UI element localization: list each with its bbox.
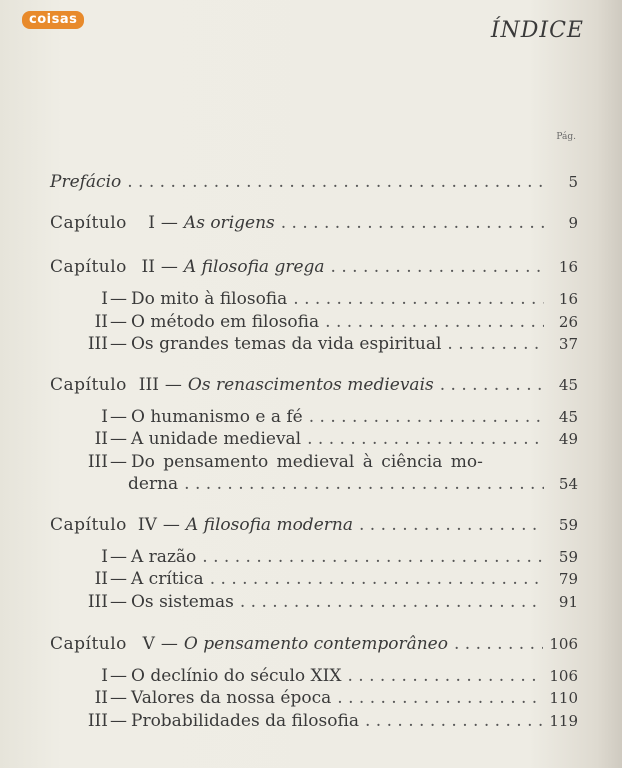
section-number: I <box>101 547 108 567</box>
page-number: 16 <box>558 290 578 308</box>
chapter-label: Capítulo <box>50 515 127 535</box>
chapter-dash: — <box>162 515 180 535</box>
dot-leader <box>309 407 544 427</box>
toc-chapter-3 <box>50 375 578 397</box>
chapter-title: A filosofia grega <box>183 257 325 277</box>
section-title: O método em filosofia <box>131 312 320 332</box>
chapter-dash: — <box>160 634 178 654</box>
section-title: Os sistemas <box>131 592 234 612</box>
section-dash: — <box>110 334 127 354</box>
section-number: III <box>87 334 108 354</box>
entry-title: Prefácio <box>50 172 122 192</box>
chapter-number: II <box>141 257 155 277</box>
toc-entry-prefacio <box>50 172 578 194</box>
page-number: 91 <box>558 593 578 611</box>
toc-section <box>78 312 578 334</box>
section-number: I <box>101 289 108 309</box>
dot-leader <box>347 666 543 686</box>
page-number: 59 <box>558 548 578 566</box>
toc-section <box>78 711 578 733</box>
toc-section <box>78 547 578 569</box>
toc-chapter-2 <box>50 257 578 279</box>
dot-leader <box>307 429 544 449</box>
chapter-dash: — <box>160 257 178 277</box>
page-number: 110 <box>549 689 578 707</box>
section-title: Probabilidades da filosofia <box>131 711 359 731</box>
toc-chapter-4 <box>50 515 578 537</box>
page-number: 79 <box>558 570 578 588</box>
chapter-label: Capítulo <box>50 213 127 233</box>
dot-leader <box>331 257 544 277</box>
section-number: II <box>94 312 108 332</box>
section-dash: — <box>110 688 127 708</box>
section-dash: — <box>110 547 127 567</box>
page-number: 5 <box>568 173 578 191</box>
page-title: ÍNDICE <box>490 18 584 43</box>
section-title: Do pensamento medieval à ciência mo- <box>131 452 483 472</box>
section-title-continuation: derna <box>128 474 179 494</box>
section-dash: — <box>110 289 127 309</box>
section-title: A crítica <box>131 569 204 589</box>
chapter-title: O pensamento contemporâneo <box>183 634 448 654</box>
section-dash: — <box>110 312 127 332</box>
section-number: II <box>94 569 108 589</box>
page-number: 106 <box>549 667 578 685</box>
toc-section <box>78 688 578 710</box>
chapter-number: III <box>138 375 159 395</box>
dot-leader <box>440 375 544 395</box>
toc-section <box>78 592 578 614</box>
section-title: Os grandes temas da vida espiritual <box>131 334 442 354</box>
section-title: Do mito à filosofia <box>131 289 288 309</box>
section-number: I <box>101 407 108 427</box>
section-title: A razão <box>131 547 197 567</box>
page-number: 26 <box>558 313 578 331</box>
dot-leader <box>293 289 544 309</box>
toc-section <box>78 666 578 688</box>
page-number: 119 <box>549 712 578 730</box>
dot-leader <box>359 515 544 535</box>
chapter-number: V <box>142 634 155 654</box>
page-number: 45 <box>558 408 578 426</box>
chapter-dash: — <box>164 375 182 395</box>
chapter-label: Capítulo <box>50 257 127 277</box>
section-title: O humanismo e a fé <box>131 407 303 427</box>
dot-leader <box>184 474 544 494</box>
page-number: 16 <box>558 258 578 276</box>
page-number: 49 <box>558 430 578 448</box>
dot-leader <box>127 172 544 192</box>
chapter-number: I <box>148 213 155 233</box>
toc-section <box>78 452 578 474</box>
chapter-title: A filosofia moderna <box>185 515 353 535</box>
dot-leader <box>210 569 544 589</box>
section-title: O declínio do século XIX <box>131 666 342 686</box>
section-number: III <box>87 711 108 731</box>
section-dash: — <box>110 592 127 612</box>
page-number: 54 <box>558 475 578 493</box>
toc-chapter-5 <box>50 634 578 656</box>
chapter-title: As origens <box>183 213 275 233</box>
page-number: 37 <box>558 335 578 353</box>
chapter-label: Capítulo <box>50 634 127 654</box>
section-dash: — <box>110 407 127 427</box>
toc-section <box>78 569 578 591</box>
chapter-number: IV <box>137 515 157 535</box>
section-dash: — <box>110 666 127 686</box>
dot-leader <box>365 711 543 731</box>
toc-section <box>78 407 578 429</box>
section-dash: — <box>110 452 127 472</box>
page-number: 106 <box>549 635 578 653</box>
dot-leader <box>240 592 544 612</box>
page-column-header: Pág. <box>556 132 576 142</box>
chapter-title: Os renascimentos medievais <box>187 375 434 395</box>
dot-leader <box>325 312 544 332</box>
toc-section <box>78 334 578 356</box>
dot-leader <box>447 334 544 354</box>
dot-leader <box>337 688 543 708</box>
toc-section-continuation <box>128 474 578 496</box>
page-number: 59 <box>558 516 578 534</box>
section-title: A unidade medieval <box>131 429 302 449</box>
section-number: III <box>87 592 108 612</box>
section-number: II <box>94 688 108 708</box>
chapter-dash: — <box>160 213 178 233</box>
section-number: III <box>87 452 108 472</box>
section-dash: — <box>110 711 127 731</box>
dot-leader <box>281 213 544 233</box>
chapter-label: Capítulo <box>50 375 127 395</box>
page-number: 45 <box>558 376 578 394</box>
dot-leader <box>454 634 543 654</box>
page-number: 9 <box>568 214 578 232</box>
dot-leader <box>202 547 544 567</box>
section-dash: — <box>110 569 127 589</box>
section-number: I <box>101 666 108 686</box>
watermark-logo: coisas <box>22 11 84 29</box>
section-number: II <box>94 429 108 449</box>
toc-chapter-1 <box>50 213 578 235</box>
section-title: Valores da nossa época <box>131 688 332 708</box>
toc-section <box>78 429 578 451</box>
section-dash: — <box>110 429 127 449</box>
toc-section <box>78 289 578 311</box>
